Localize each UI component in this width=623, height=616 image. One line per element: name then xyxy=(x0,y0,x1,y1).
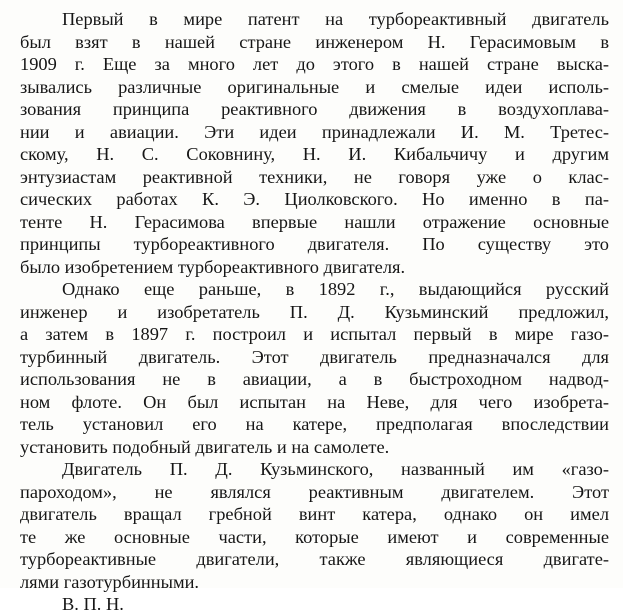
text-line: тель установил его на катере, предполагая впоследствии xyxy=(20,414,609,434)
text-line: сических работах К. Э. Циолковского. Но именно в па- xyxy=(20,189,609,209)
text-line: принципы турбореактивного двигателя. По существу это xyxy=(20,234,609,254)
text-line: ном флоте. Он был испытан на Неве, для чего изобрета- xyxy=(20,391,609,412)
text-line: инженер и изобретатель П. Д. Кузьминский предложил, xyxy=(20,301,609,322)
text-line: двигатель вращал гребной винт катера, однако он имел xyxy=(20,504,609,524)
text-line: те же основные части, которые имеют и современные xyxy=(20,526,609,547)
text-line: зования принципа реактивного движения в воздухоплава- xyxy=(20,99,609,119)
text-line: турбореактивные двигатели, также являющиеся двигате- xyxy=(20,549,609,569)
paragraph-2 xyxy=(20,278,609,458)
text-line: Двигатель П. Д. Кузьминского, названный им «газо- xyxy=(62,459,609,479)
text-line: зывались различные оригинальные и смелые идеи исполь- xyxy=(20,76,609,97)
text-line: был взят в нашей стране инженером Н. Герасимовым в xyxy=(20,31,609,52)
body-text xyxy=(20,8,609,614)
text-line: пароходом», не являлся реактивным двигателем. Этот xyxy=(20,481,609,502)
text-line: использования не в авиации, а в быстроходном надвод- xyxy=(20,369,609,389)
text-line: тенте Н. Герасимова впервые нашли отражение основные xyxy=(20,211,609,232)
cut-off-line: В. П. Н. xyxy=(62,594,124,614)
text-line: Первый в мире патент на турбореактивный двигатель xyxy=(62,9,609,29)
text-line: энтузиастам реактивной техники, не говоря уже о клас- xyxy=(20,166,609,187)
paragraph-1 xyxy=(20,8,609,278)
text-line: было изобретением турбореактивного двигателя. xyxy=(20,256,406,277)
text-line: скому, Н. С. Соковнину, Н. И. Кибальчичу и другим xyxy=(20,144,609,164)
text-line: 1909 г. Еще за много лет до этого в нашей стране выска- xyxy=(20,54,609,74)
text-line: Однако еще раньше, в 1892 г., выдающийся русский xyxy=(62,279,609,299)
paragraph-3 xyxy=(20,458,609,593)
text-line: нии и авиации. Эти идеи принадлежали И. М. Третес- xyxy=(20,121,609,142)
text-line: установить подобный двигатель и на самолете. xyxy=(20,436,390,457)
text-line: а затем в 1897 г. построил и испытал первый в мире газо- xyxy=(20,324,609,344)
text-line: турбинный двигатель. Этот двигатель предназначался для xyxy=(20,346,609,367)
text-line: лями газотурбинными. xyxy=(20,571,200,592)
